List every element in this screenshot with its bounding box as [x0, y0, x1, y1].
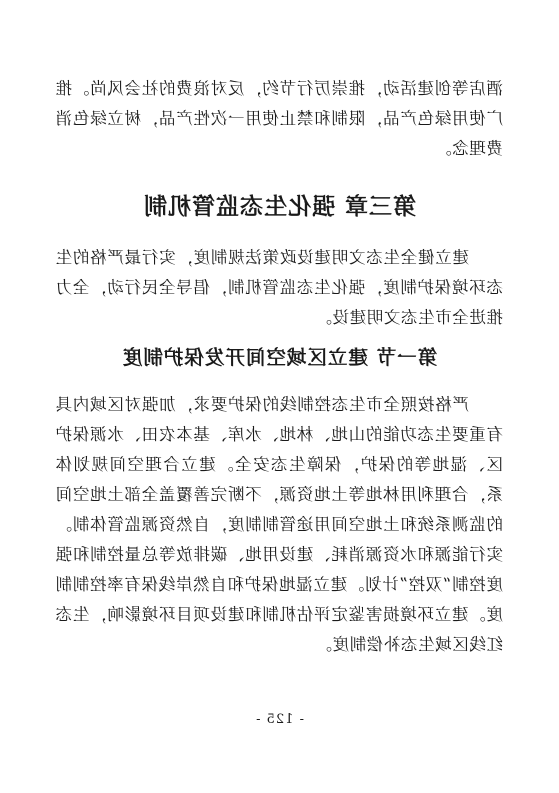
chapter-intro-paragraph: 建立健全生态文明建设政策法规制度，实行最严格的生态环境保护制度，强化生态监管机制，倡导全民行动，全力推进全市生态文明建设。	[55, 248, 503, 327]
section-title: 第一节 建立区域空间开发保护制度	[121, 346, 438, 369]
page-number: - 125 -	[255, 712, 304, 727]
chapter-title: 第三章 强化生态监管机制	[143, 194, 417, 220]
section-body-paragraph: 严格按照全市生态控制线的保护要求，加强对区域内具有重要生态功能的山地、林地、水库、基本农田、水源保护区、湿地等的保护，保障生态安全。建立合理空间规划体系，合理利用林地等土地资源，不断完善覆盖全部土地空间的监测系统和土地空间用途管制制度，自然资源监管体制。实行能源和水资源消耗、建设用地、碳排放等总量控制和强度控制“双控”计划。建立湿地保护和自然岸线保有率控制制度。建立环境损害鉴定评估机制和建设项目环境影响，生态红线区域生态补偿制度。	[55, 395, 503, 654]
paragraph-continuation: 酒店等创建活动，推崇厉行节约，反对浪费的社会风尚。推广使用绿色产品，限制和禁止使用一次性产品，树立绿色消费理念。	[55, 79, 503, 158]
